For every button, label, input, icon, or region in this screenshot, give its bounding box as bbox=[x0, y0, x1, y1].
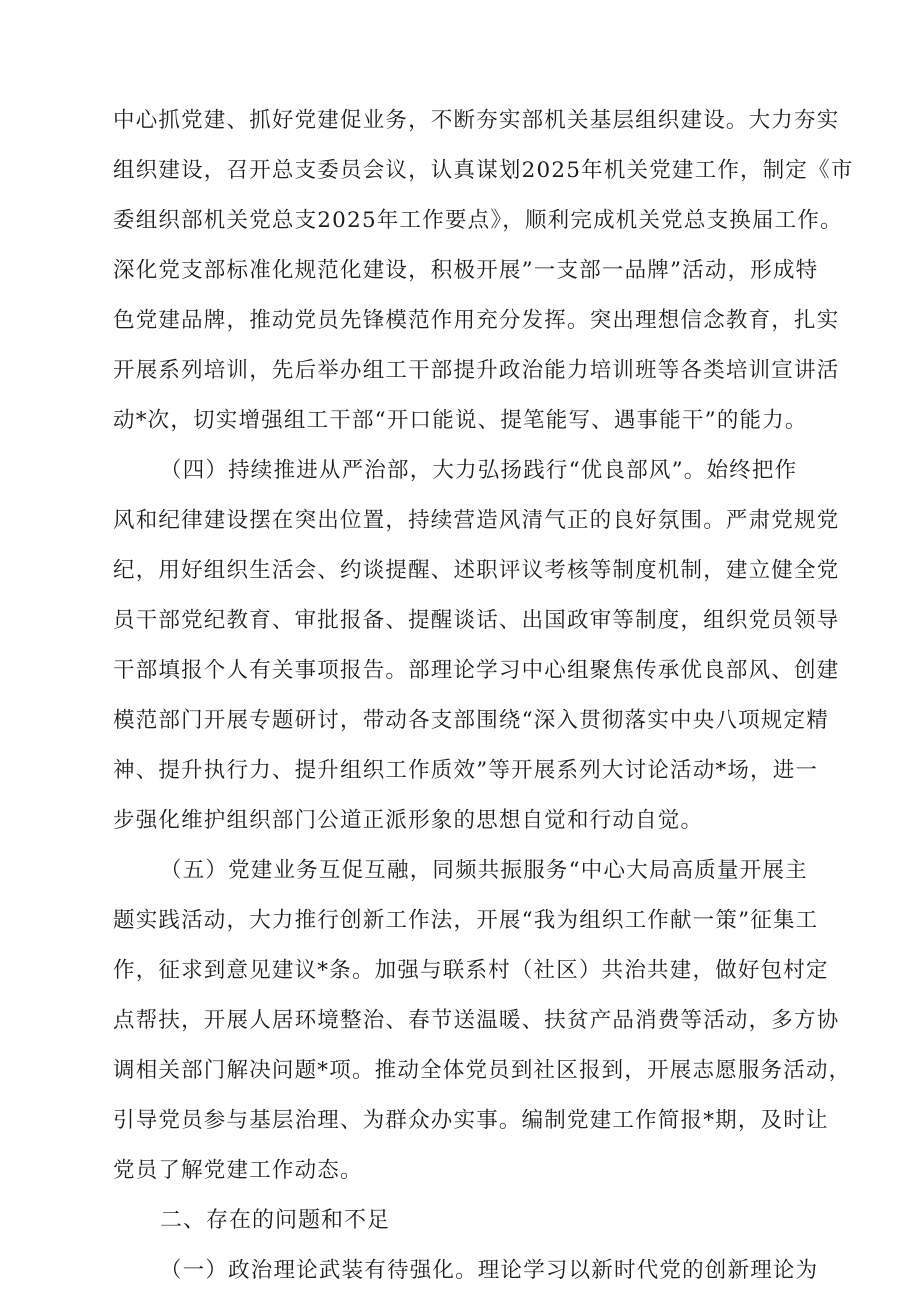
paragraph-line: 引导党员参与基层治理、为群众办实事。编制党建工作简报*期，及时让 bbox=[113, 1108, 829, 1133]
paragraph-line: （一）政治理论武装有待强化。理论学习以新时代党的创新理论为 bbox=[160, 1258, 819, 1283]
paragraph-line: 深化党支部标准化规范化建设，积极开展”一支部一品牌”活动，形成特 bbox=[113, 258, 819, 283]
paragraph-line: 开展系列培训，先后举办组工干部提升政治能力培训班等各类培训宣讲活 bbox=[113, 358, 840, 383]
paragraph-line: 纪，用好组织生活会、约谈提醒、述职评议考核等制度机制，建立健全党 bbox=[113, 558, 840, 583]
paragraph-line: 色党建品牌，推动党员先锋模范作用充分发挥。突出理想信念教育，扎实 bbox=[113, 308, 840, 333]
paragraph-line: 步强化维护组织部门公道正派形象的思想自觉和行动自觉。 bbox=[113, 808, 704, 833]
paragraph-line: 神、提升执行力、提升组织工作质效”等开展系列大讨论活动*场，进一 bbox=[113, 758, 819, 783]
paragraph-line: 组织建设，召开总支委员会议，认真谋划2025年机关党建工作，制定《市 bbox=[113, 158, 854, 183]
paragraph-line: 中心抓党建、抓好党建促业务，不断夯实部机关基层组织建设。大力夯实 bbox=[113, 108, 840, 133]
paragraph-line: 动*次，切实增强组工干部“开口能说、提笔能写、遇事能干”的能力。 bbox=[113, 408, 808, 433]
paragraph-line: （五）党建业务互促互融，同频共振服务“中心大局高质量开展主 bbox=[160, 858, 808, 883]
section-heading: 二、存在的问题和不足 bbox=[160, 1208, 391, 1233]
paragraph-line: 员干部党纪教育、审批报备、提醒谈话、出国政审等制度，组织党员领导 bbox=[113, 608, 840, 633]
paragraph-line: 模范部门开展专题研讨，带动各支部围绕“深入贯彻落实中央八项规定精 bbox=[113, 708, 829, 733]
paragraph-line: （四）持续推进从严治部，大力弘扬践行“优良部风”。始终把作 bbox=[160, 458, 798, 483]
paragraph-line: 委组织部机关党总支2025年工作要点》，顺利完成机关党总支换届工作。 bbox=[113, 208, 843, 233]
paragraph-line: 干部填报个人有关事项报告。部理论学习中心组聚焦传承优良部风、创建 bbox=[113, 658, 840, 683]
paragraph-line: 题实践活动，大力推行创新工作法，开展“我为组织工作献一策”征集工 bbox=[113, 908, 819, 933]
paragraph-line: 风和纪律建设摆在突出位置，持续营造风清气正的良好氛围。严肃党规党 bbox=[113, 508, 840, 533]
paragraph-line: 点帮扶，开展人居环境整治、春节送温暖、扶贫产品消费等活动，多方协 bbox=[113, 1008, 840, 1033]
paragraph-line: 党员了解党建工作动态。 bbox=[113, 1158, 363, 1183]
paragraph-line: 调相关部门解决问题*项。推动全体党员到社区报到，开展志愿服务活动， bbox=[113, 1058, 852, 1083]
paragraph-line: 作，征求到意见建议*条。加强与联系村（社区）共治共建，做好包村定 bbox=[113, 958, 829, 983]
